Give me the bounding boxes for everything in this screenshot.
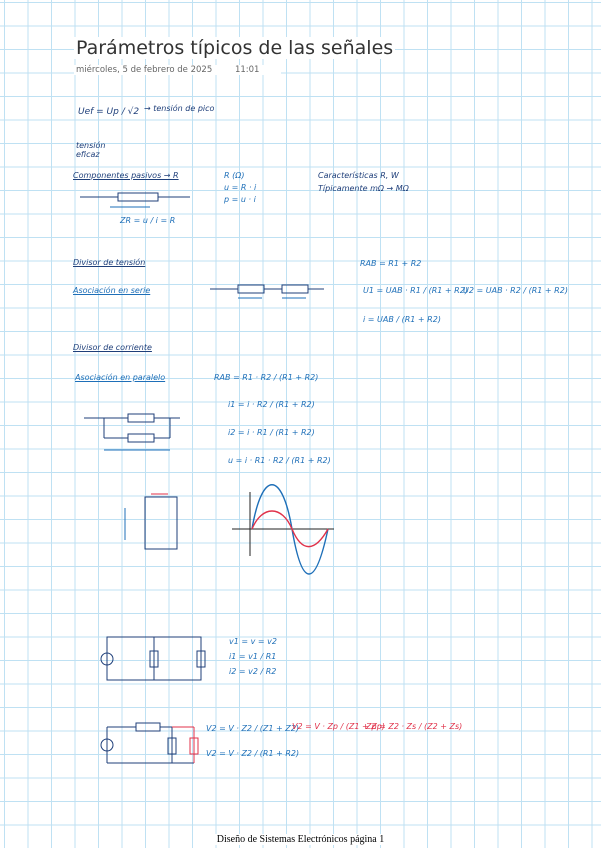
red-v2-formula: V2 = V · Zp / (Z1 + Zp) xyxy=(292,722,385,731)
r-unit: R (Ω) xyxy=(224,171,245,180)
footer-text: Diseño de Sistemas Electrónicos página 1 xyxy=(213,834,388,845)
page-title: Parámetros típicos de las señales xyxy=(76,37,394,59)
power-formula: p = u · i xyxy=(224,195,256,204)
passive-heading: Componentes pasivos → R xyxy=(73,171,179,180)
voltage-divider-sketch xyxy=(101,723,198,763)
i2-formula: i2 = i · R1 / (R1 + R2) xyxy=(228,428,315,437)
page-footer xyxy=(0,834,601,845)
v2-formula-a: V2 = V · Z2 / (Z1 + Z2) xyxy=(206,724,299,733)
rab-parallel: RAB = R1 · R2 / (R1 + R2) xyxy=(214,373,319,382)
page-date: miércoles, 5 de febrero de 2025 xyxy=(76,65,213,75)
u1-formula: U1 = UAB · R1 / (R1 + R2) xyxy=(363,286,468,295)
u-formula: u = i · R1 · R2 / (R1 + R2) xyxy=(228,456,331,465)
impedance-formula: ZR = u / i = R xyxy=(120,216,176,225)
v2-formula-b: V2 = V · Z2 / (R1 + R2) xyxy=(206,749,300,758)
source-load-sketch xyxy=(125,494,177,549)
i1-formula: i1 = i · R2 / (R1 + R2) xyxy=(228,400,315,409)
parallel-i2: i2 = v2 / R2 xyxy=(229,667,277,676)
characteristics: Características R, W xyxy=(318,171,399,180)
red-zp-formula: Zp = Z2 · Zs / (Z2 + Zs) xyxy=(366,722,463,731)
parallel-i1: i1 = v1 / R1 xyxy=(229,652,277,661)
rab-series: RAB = R1 + R2 xyxy=(360,259,422,268)
peak-formula: Uef = Up / √2 xyxy=(78,107,140,117)
parallel-loads-sketch xyxy=(101,637,205,680)
divider-heading: Divisor de tensión xyxy=(73,258,146,267)
series-circuit-sketch xyxy=(210,285,324,298)
page-time: 11:01 xyxy=(234,65,260,75)
waveform-sketch xyxy=(232,485,334,574)
effective-label: tensión eficaz xyxy=(76,141,106,159)
parallel-circuit-sketch xyxy=(84,414,180,450)
current-heading: Divisor de corriente xyxy=(73,343,152,352)
i-formula: i = UAB / (R1 + R2) xyxy=(363,315,441,324)
series-heading: Asociación en serie xyxy=(73,286,151,295)
parallel-heading: Asociación en paralelo xyxy=(75,373,166,382)
resistor-r-sketch xyxy=(80,193,190,207)
typical-range: Típicamente mΩ → MΩ xyxy=(318,184,409,193)
peak-label: → tensión de pico xyxy=(144,104,215,113)
ohm-law: u = R · i xyxy=(224,183,257,192)
parallel-voltage: v1 = v = v2 xyxy=(229,637,277,646)
u2-formula: U2 = UAB · R2 / (R1 + R2) xyxy=(463,286,568,295)
